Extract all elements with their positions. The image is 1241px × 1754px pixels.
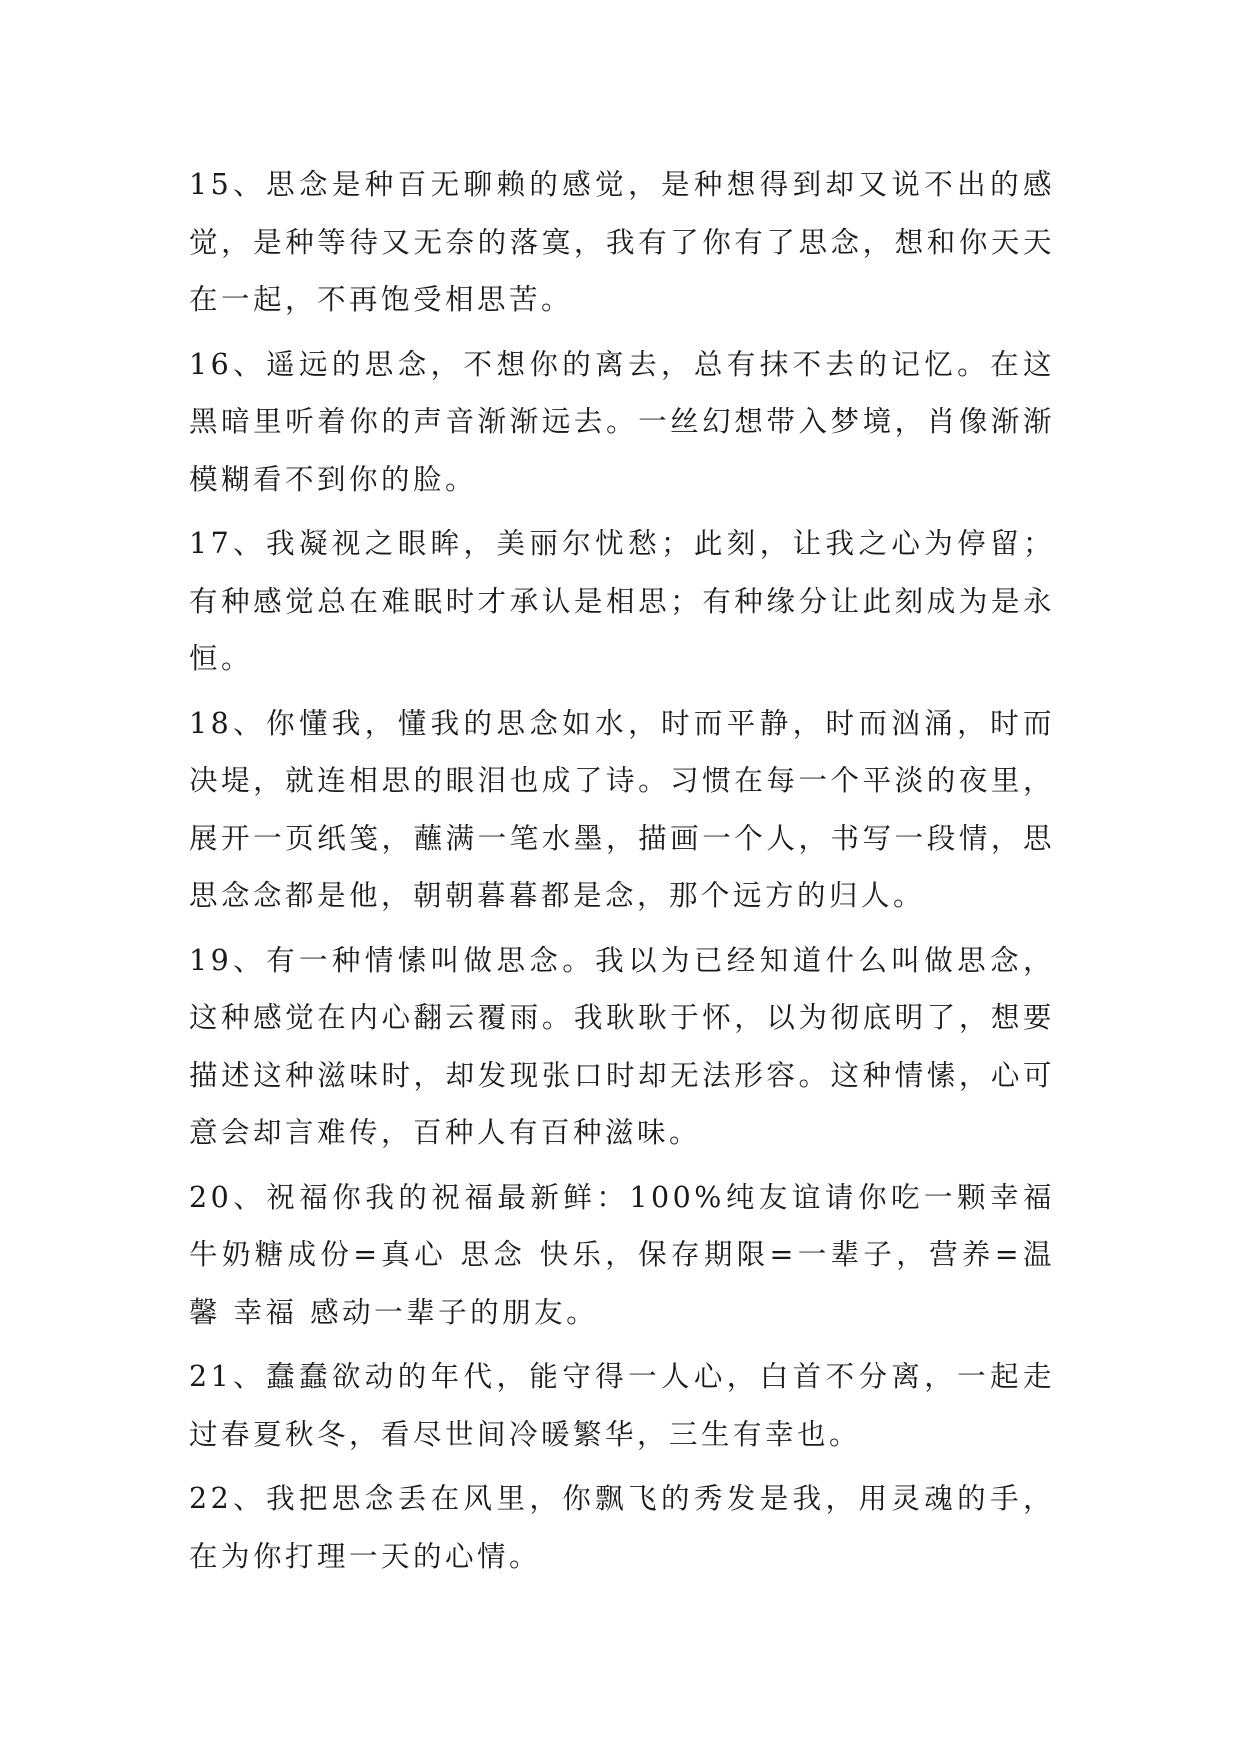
paragraph-17: 17、我凝视之眼眸，美丽尔忧愁；此刻，让我之心为停留；有种感觉总在难眠时才承认是相思；有种缘分让此刻成为是永恒。 (189, 527, 1055, 675)
paragraph-18: 18、你懂我，懂我的思念如水，时而平静，时而汹涌，时而决堤，就连相思的眼泪也成了诗。习惯在每一个平淡的夜里，展开一页纸笺，蘸满一笔水墨，描画一个人，书写一段情，思思念念都是他，朝朝暮暮都是念，那个远方的归人。 (189, 706, 1055, 912)
paragraph-19: 19、有一种情愫叫做思念。我以为已经知道什么叫做思念，这种感觉在内心翻云覆雨。我耿耿于怀，以为彻底明了，想要描述这种滋味时，却发现张口时却无法形容。这种情愫，心可意会却言难传，百种人有百种滋味。 (189, 943, 1055, 1149)
document-body (189, 156, 1055, 1592)
paragraph-21: 21、蠢蠢欲动的年代，能守得一人心，白首不分离，一起走过春夏秋冬，看尽世间冷暖繁华，三生有幸也。 (189, 1360, 1055, 1451)
paragraph-15: 15、思念是种百无聊赖的感觉，是种想得到却又说不出的感觉，是种等待又无奈的落寞，我有了你有了思念，想和你天天在一起，不再饱受相思苦。 (189, 168, 1055, 316)
paragraph-22: 22、我把思念丢在风里，你飘飞的秀发是我，用灵魂的手，在为你打理一天的心情。 (189, 1482, 1055, 1573)
paragraph-20: 20、祝福你我的祝福最新鲜：100%纯友谊请你吃一颗幸福牛奶糖成份=真心 思念 快乐，保存期限=一辈子，营养=温馨 幸福 感动一辈子的朋友。 (189, 1180, 1055, 1329)
paragraph-16: 16、遥远的思念，不想你的离去，总有抹不去的记忆。在这黑暗里听着你的声音渐渐远去。一丝幻想带入梦境，肖像渐渐模糊看不到你的脸。 (189, 347, 1055, 496)
